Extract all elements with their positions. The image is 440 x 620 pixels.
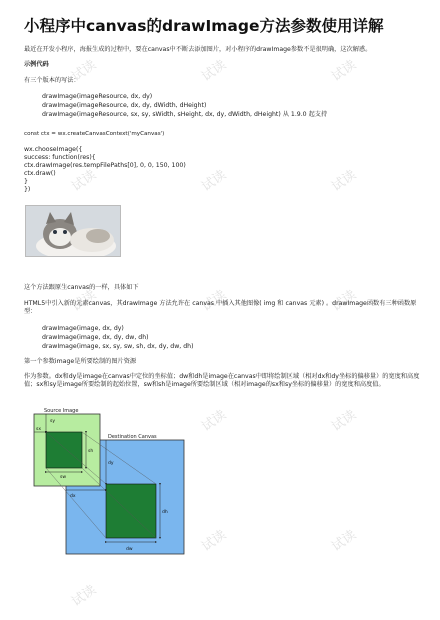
watermark: 试读 (329, 527, 360, 555)
sh-label: sh (88, 449, 94, 454)
code-line: drawImage(imageResource, dx, dy) (42, 93, 153, 100)
code-line: } (24, 178, 28, 185)
watermark: 试读 (199, 287, 230, 315)
paragraph: 这个方法跟原生canvas的一样，具体如下 (24, 284, 139, 291)
versions-intro: 有三个版本的写法： (24, 77, 80, 84)
dh-label: dh (162, 510, 168, 515)
intro-text: 最近在开发小程序，海报生成的过程中，要在canvas中不断去添加图片，对小程序的drawImage参数不是很明确，这次解惑。 (24, 46, 372, 53)
code-line: drawImage(image, dx, dy, dw, dh) (42, 334, 149, 341)
code-line: drawImage(imageResource, dx, dy, dWidth, dHeight) (42, 102, 207, 109)
sy-label: sy (50, 419, 56, 424)
cat-photo (25, 205, 121, 257)
watermark: 试读 (69, 582, 100, 610)
code-line: drawImage(image, dx, dy) (42, 325, 124, 332)
watermark: 试读 (329, 57, 360, 85)
code-line: wx.chooseImage({ (24, 146, 83, 153)
code-line: drawImage(image, sx, sy, sw, sh, dx, dy, dw, dh) (42, 343, 194, 350)
cat-illustration (26, 206, 120, 256)
watermark: 试读 (199, 167, 230, 195)
watermark: 试读 (69, 287, 100, 315)
dx-label: dx (70, 494, 76, 499)
paragraph: HTML5中引入新的元素canvas，其drawImage 方法允许在 canvas 中插入其他图像( img 和 canvas 元素) 。drawImage函数有三种函数原型： (24, 300, 417, 316)
destination-label: Destination Canvas (108, 434, 157, 440)
paragraph: 第一个参数image是所要绘制的图片资源 (24, 358, 137, 365)
source-label: Source Image (44, 408, 79, 414)
code-line: const ctx = wx.createCanvasContext('myCanvas') (24, 131, 165, 137)
code-line: ctx.drawImage(res.tempFilePaths[0], 0, 0, 150, 100) (24, 162, 186, 169)
sx-label: sx (36, 427, 42, 432)
destination-region (106, 484, 156, 538)
dw-label: dw (126, 547, 133, 552)
code-line: ctx.draw() (24, 170, 56, 177)
watermark: 试读 (329, 407, 360, 435)
watermark: 试读 (329, 167, 360, 195)
sw-label: sw (60, 475, 67, 480)
watermark: 试读 (199, 407, 230, 435)
paragraph: 作为参数。dx和dy是image在canvas中定位的坐标值；dw和dh是image在canvas中即将绘制区域（相对dx和dy坐标的偏移量）的宽度和高度值；sx和sy是image所要绘制的起始位置，sw和sh是image所要绘制区域（相对image的sx和sy坐标的偏移量）的宽度和高度值。 (24, 373, 420, 389)
watermark: 试读 (329, 287, 360, 315)
code-line: success: function(res){ (24, 154, 96, 161)
code-line: }) (24, 186, 31, 193)
code-line: drawImage(imageResource, sx, sy, sWidth, sHeight, dx, dy, dWidth, dHeight) 从 1.9.0 起支持 (42, 111, 328, 118)
watermark: 试读 (69, 167, 100, 195)
dy-label: dy (108, 461, 114, 466)
watermark: 试读 (199, 527, 230, 555)
source-region (46, 432, 82, 468)
page-title: 小程序中canvas的drawImage方法参数使用详解 (24, 17, 384, 35)
watermark: 试读 (69, 57, 100, 85)
watermark: 试读 (199, 57, 230, 85)
drawimage-diagram (28, 402, 188, 558)
section-heading-example: 示例代码 (24, 61, 49, 68)
